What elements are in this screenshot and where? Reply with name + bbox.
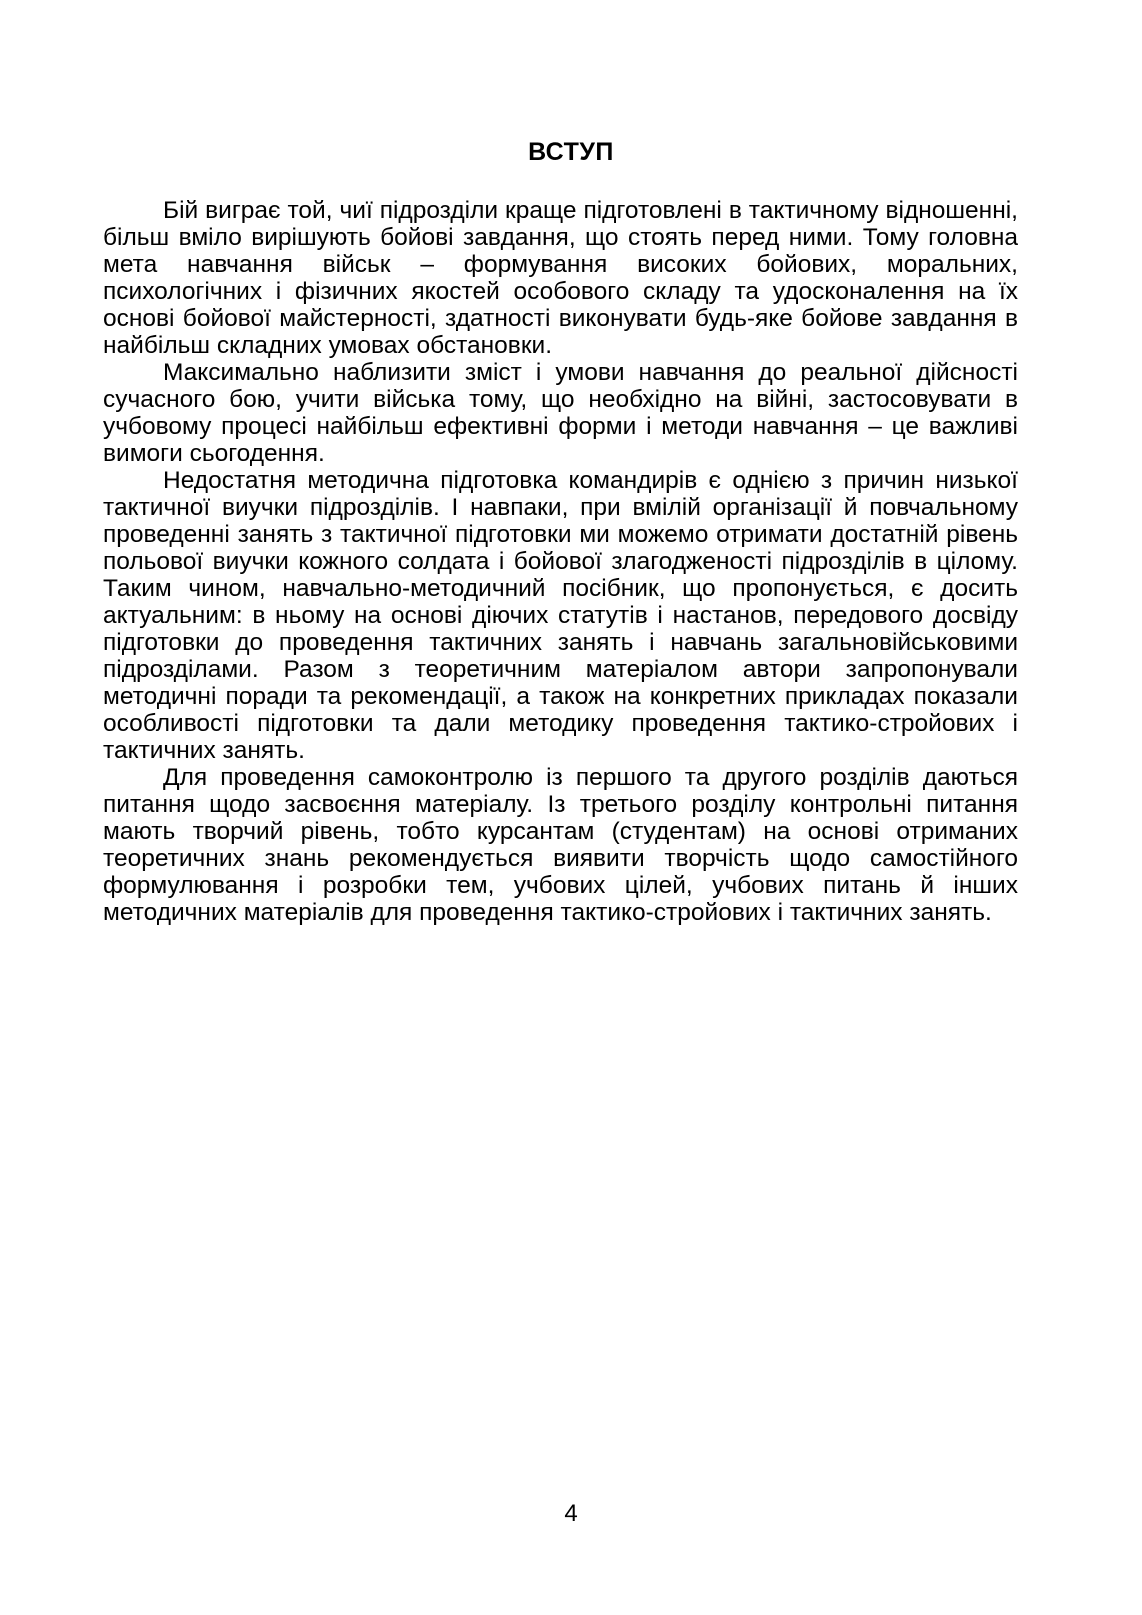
page-number: 4 <box>564 1500 578 1527</box>
paragraph-3: Недостатня методична підготовка командирів є однією з причин низької тактичної виучки підрозділів. І навпаки, при вмілій організації й повчальному проведенні занять з тактичної підготовки ми можемо отримати достатній рівень польової виучки кожного солдата і бойової злагодженості підрозділів в цілому. Таким чином, навчально-методичний посібник, що пропонується, є досить актуальним: в ньому на основі діючих статутів і настанов, передового досвіду підготовки до проведення тактичних занять і навчань загальновійськовими підрозділами. Разом з теоретичним матеріалом автори запропонували методичні поради та рекомендації, а також на конкретних прикладах показали особливості підготовки та дали методику проведення тактико-стройових і тактичних занять. <box>103 467 1018 764</box>
paragraph-2: Максимально наблизити зміст і умови навчання до реальної дійсності сучасного бою, учити війська тому, що необхідно на війні, застосовувати в учбовому процесі найбільш ефективні форми і методи навчання – це важливі вимоги сьогодення. <box>103 359 1018 467</box>
body-text <box>103 197 1018 926</box>
paragraph-1: Бій виграє той, чиї підрозділи краще підготовлені в тактичному відношенні, більш вміло вирішують бойові завдання, що стоять перед ними. Тому головна мета навчання військ – формування високих бойових, моральних, психологічних і фізичних якостей особового складу та удосконалення на їх основі бойової майстерності, здатності виконувати будь-яке бойове завдання в найбільш складних умовах обстановки. <box>103 197 1018 359</box>
page-title: ВСТУП <box>528 138 614 166</box>
paragraph-4: Для проведення самоконтролю із першого та другого розділів даються питання щодо засвоєння матеріалу. Із третього розділу контрольні питання мають творчий рівень, тобто курсантам (студентам) на основі отриманих теоретичних знань рекомендується виявити творчість щодо самостійного формулювання і розробки тем, учбових цілей, учбових питань й інших методичних матеріалів для проведення тактико-стройових і тактичних занять. <box>103 764 1018 926</box>
